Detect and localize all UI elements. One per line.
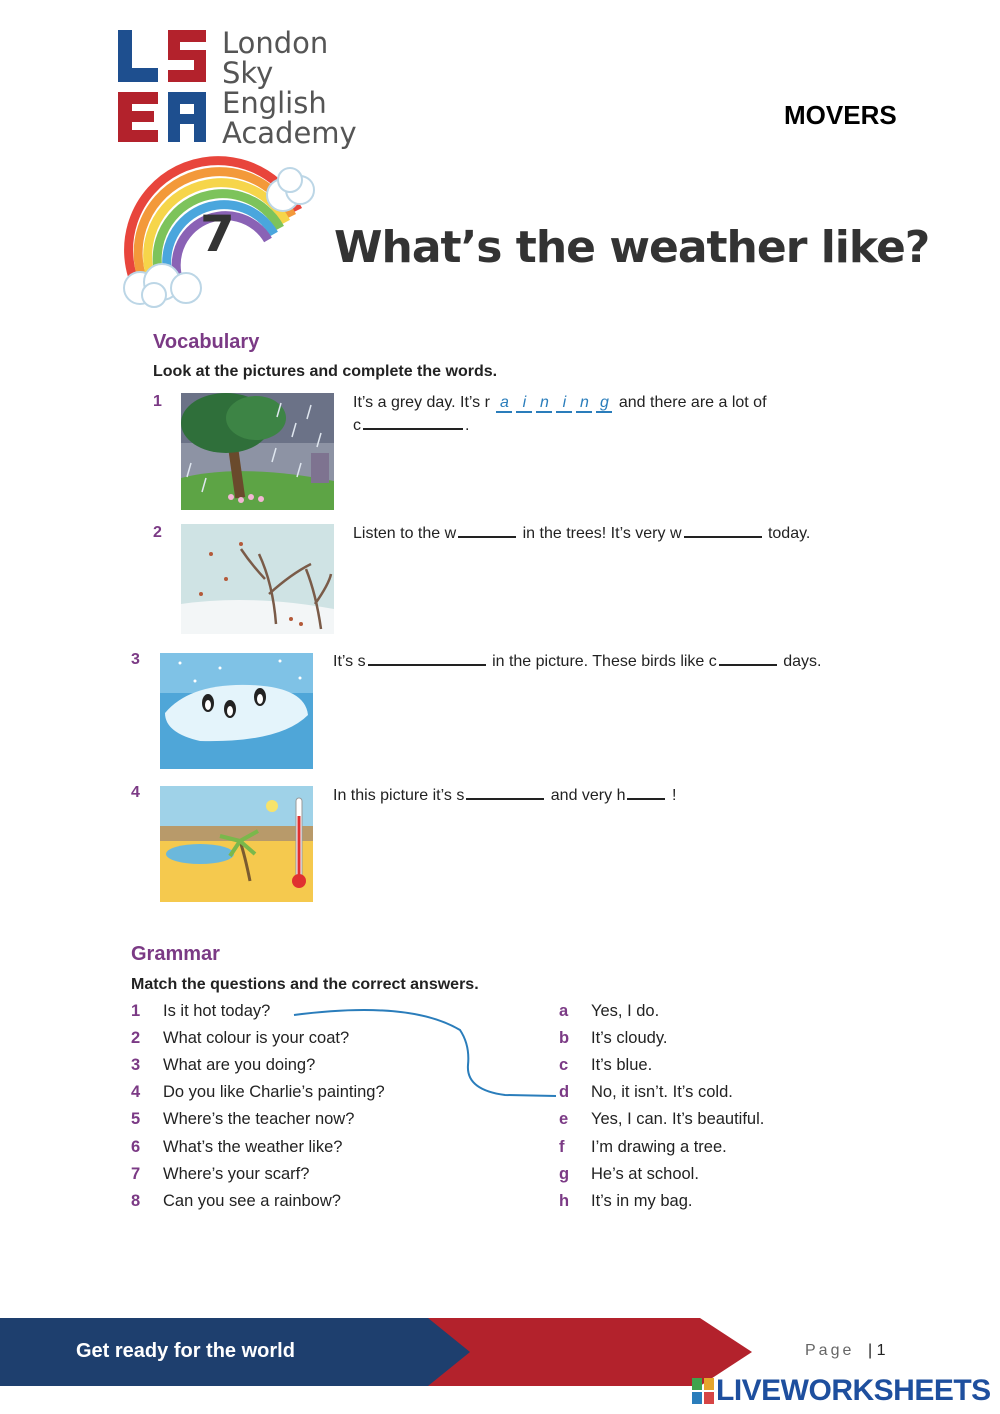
level-label: MOVERS <box>784 100 897 130</box>
vocab-number: 4 <box>131 784 140 801</box>
answer-letter: e <box>559 1110 569 1128</box>
logo-line: English <box>222 86 327 120</box>
sentence-part: days. <box>783 653 822 670</box>
sentence-part: in the trees! It’s very w <box>522 525 682 542</box>
rainy-picture <box>181 393 334 510</box>
question-text: Where’s the teacher now? <box>163 1110 355 1128</box>
sentence-part: In this picture it’s s <box>333 787 465 804</box>
answer-blank[interactable] <box>719 652 777 666</box>
question-row[interactable] <box>131 1056 315 1075</box>
liveworksheets-brand[interactable]: LIVEWORKSHEETS <box>716 1374 991 1407</box>
sentence-part: today. <box>767 525 811 542</box>
answer-letter: c <box>559 1056 569 1074</box>
liveworksheets-icon <box>692 1378 714 1404</box>
question-number: 3 <box>131 1056 141 1074</box>
question-number: 2 <box>131 1029 141 1047</box>
answer-letter: f <box>559 1138 565 1156</box>
question-text: What’s the weather like? <box>163 1138 343 1156</box>
vocab-number: 1 <box>153 393 162 410</box>
lsea-logo-mark <box>118 28 218 146</box>
sunny-picture <box>160 786 313 902</box>
answer-blank[interactable] <box>458 524 516 538</box>
match-line <box>290 1005 565 1105</box>
page-label: Page <box>805 1342 855 1359</box>
question-text: Do you like Charlie’s painting? <box>163 1083 385 1101</box>
question-row[interactable] <box>131 1002 270 1021</box>
question-text: Where’s your scarf? <box>163 1165 310 1183</box>
answer-letter: g <box>559 1165 570 1183</box>
answer-row[interactable] <box>559 1083 733 1102</box>
vocab-sentence <box>353 522 913 545</box>
answer-text: I’m drawing a tree. <box>591 1138 727 1156</box>
answer-letter: a <box>559 1002 569 1020</box>
answer-row[interactable] <box>559 1165 699 1184</box>
answer-letter[interactable]: n <box>536 395 552 413</box>
vocab-sentence <box>333 650 933 673</box>
answer-row[interactable] <box>559 1110 764 1129</box>
logo-wordmark <box>222 28 357 148</box>
answer-letter: d <box>559 1083 570 1101</box>
grammar-instruction: Match the questions and the correct answers. <box>131 976 479 993</box>
vocabulary-instruction: Look at the pictures and complete the words. <box>153 363 498 380</box>
answer-letter: h <box>559 1192 570 1210</box>
question-number: 8 <box>131 1192 141 1210</box>
answer-letter[interactable]: a <box>496 395 512 413</box>
sentence-part: and very h <box>550 787 626 804</box>
answer-letter[interactable]: i <box>516 395 532 413</box>
answer-row[interactable] <box>559 1029 667 1048</box>
vocab-sentence <box>353 391 833 437</box>
answer-text: It’s in my bag. <box>591 1192 693 1210</box>
question-row[interactable] <box>131 1138 342 1157</box>
sentence-part: ! <box>671 787 677 804</box>
answer-row[interactable] <box>559 1138 727 1157</box>
question-row[interactable] <box>131 1165 309 1184</box>
sentence-part: Listen to the w <box>353 525 457 542</box>
question-text: What colour is your coat? <box>163 1029 350 1047</box>
answer-text: It’s blue. <box>591 1056 653 1074</box>
answer-letter[interactable]: n <box>576 395 592 413</box>
answer-blank[interactable] <box>363 416 463 430</box>
answer-row[interactable] <box>559 1002 659 1021</box>
sentence-part: It’s s <box>333 653 366 670</box>
question-text: What are you doing? <box>163 1056 316 1074</box>
answer-row[interactable] <box>559 1192 693 1211</box>
unit-title: What’s the weather like? <box>334 222 930 273</box>
question-text: Can you see a rainbow? <box>163 1192 341 1210</box>
windy-picture <box>181 524 334 634</box>
sentence-part: It’s a grey day. It’s r <box>353 394 490 411</box>
page-number: | 1 <box>868 1342 886 1359</box>
sentence-part: in the picture. These birds like c <box>492 653 717 670</box>
question-number: 1 <box>131 1002 141 1020</box>
answer-text: Yes, I do. <box>591 1002 660 1020</box>
sentence-part: . <box>465 417 470 434</box>
answer-text: It’s cloudy. <box>591 1029 668 1047</box>
sentence-part: and there are a lot of <box>618 394 767 411</box>
answer-letter: b <box>559 1029 570 1047</box>
vocab-sentence <box>333 784 933 807</box>
question-number: 4 <box>131 1083 141 1101</box>
vocab-number: 3 <box>131 651 140 668</box>
sentence-part: c <box>353 417 361 434</box>
academy-logo <box>118 28 368 153</box>
answer-blank[interactable] <box>627 786 665 800</box>
answer-blank[interactable] <box>368 652 486 666</box>
answer-row[interactable] <box>559 1056 652 1075</box>
answer-text: Yes, I can. It’s beautiful. <box>591 1110 765 1128</box>
question-row[interactable] <box>131 1110 354 1129</box>
question-number: 5 <box>131 1110 141 1128</box>
question-text: Is it hot today? <box>163 1002 271 1020</box>
vocabulary-title: Vocabulary <box>153 331 260 353</box>
vocab-number: 2 <box>153 524 162 541</box>
answer-text: He’s at school. <box>591 1165 699 1183</box>
question-row[interactable] <box>131 1192 341 1211</box>
answer-letter[interactable]: g <box>596 395 612 413</box>
logo-line: Academy <box>222 116 357 150</box>
logo-line: Sky <box>222 56 274 90</box>
footer-slogan: Get ready for the world <box>76 1340 295 1362</box>
answer-letter[interactable]: i <box>556 395 572 413</box>
unit-number: 7 <box>200 205 235 263</box>
answer-text: No, it isn’t. It’s cold. <box>591 1083 733 1101</box>
question-number: 6 <box>131 1138 141 1156</box>
question-number: 7 <box>131 1165 141 1183</box>
snowy-picture <box>160 653 313 769</box>
grammar-title: Grammar <box>131 943 220 965</box>
logo-line: London <box>222 26 329 60</box>
answer-blank[interactable] <box>466 786 544 800</box>
answer-blank[interactable] <box>684 524 762 538</box>
